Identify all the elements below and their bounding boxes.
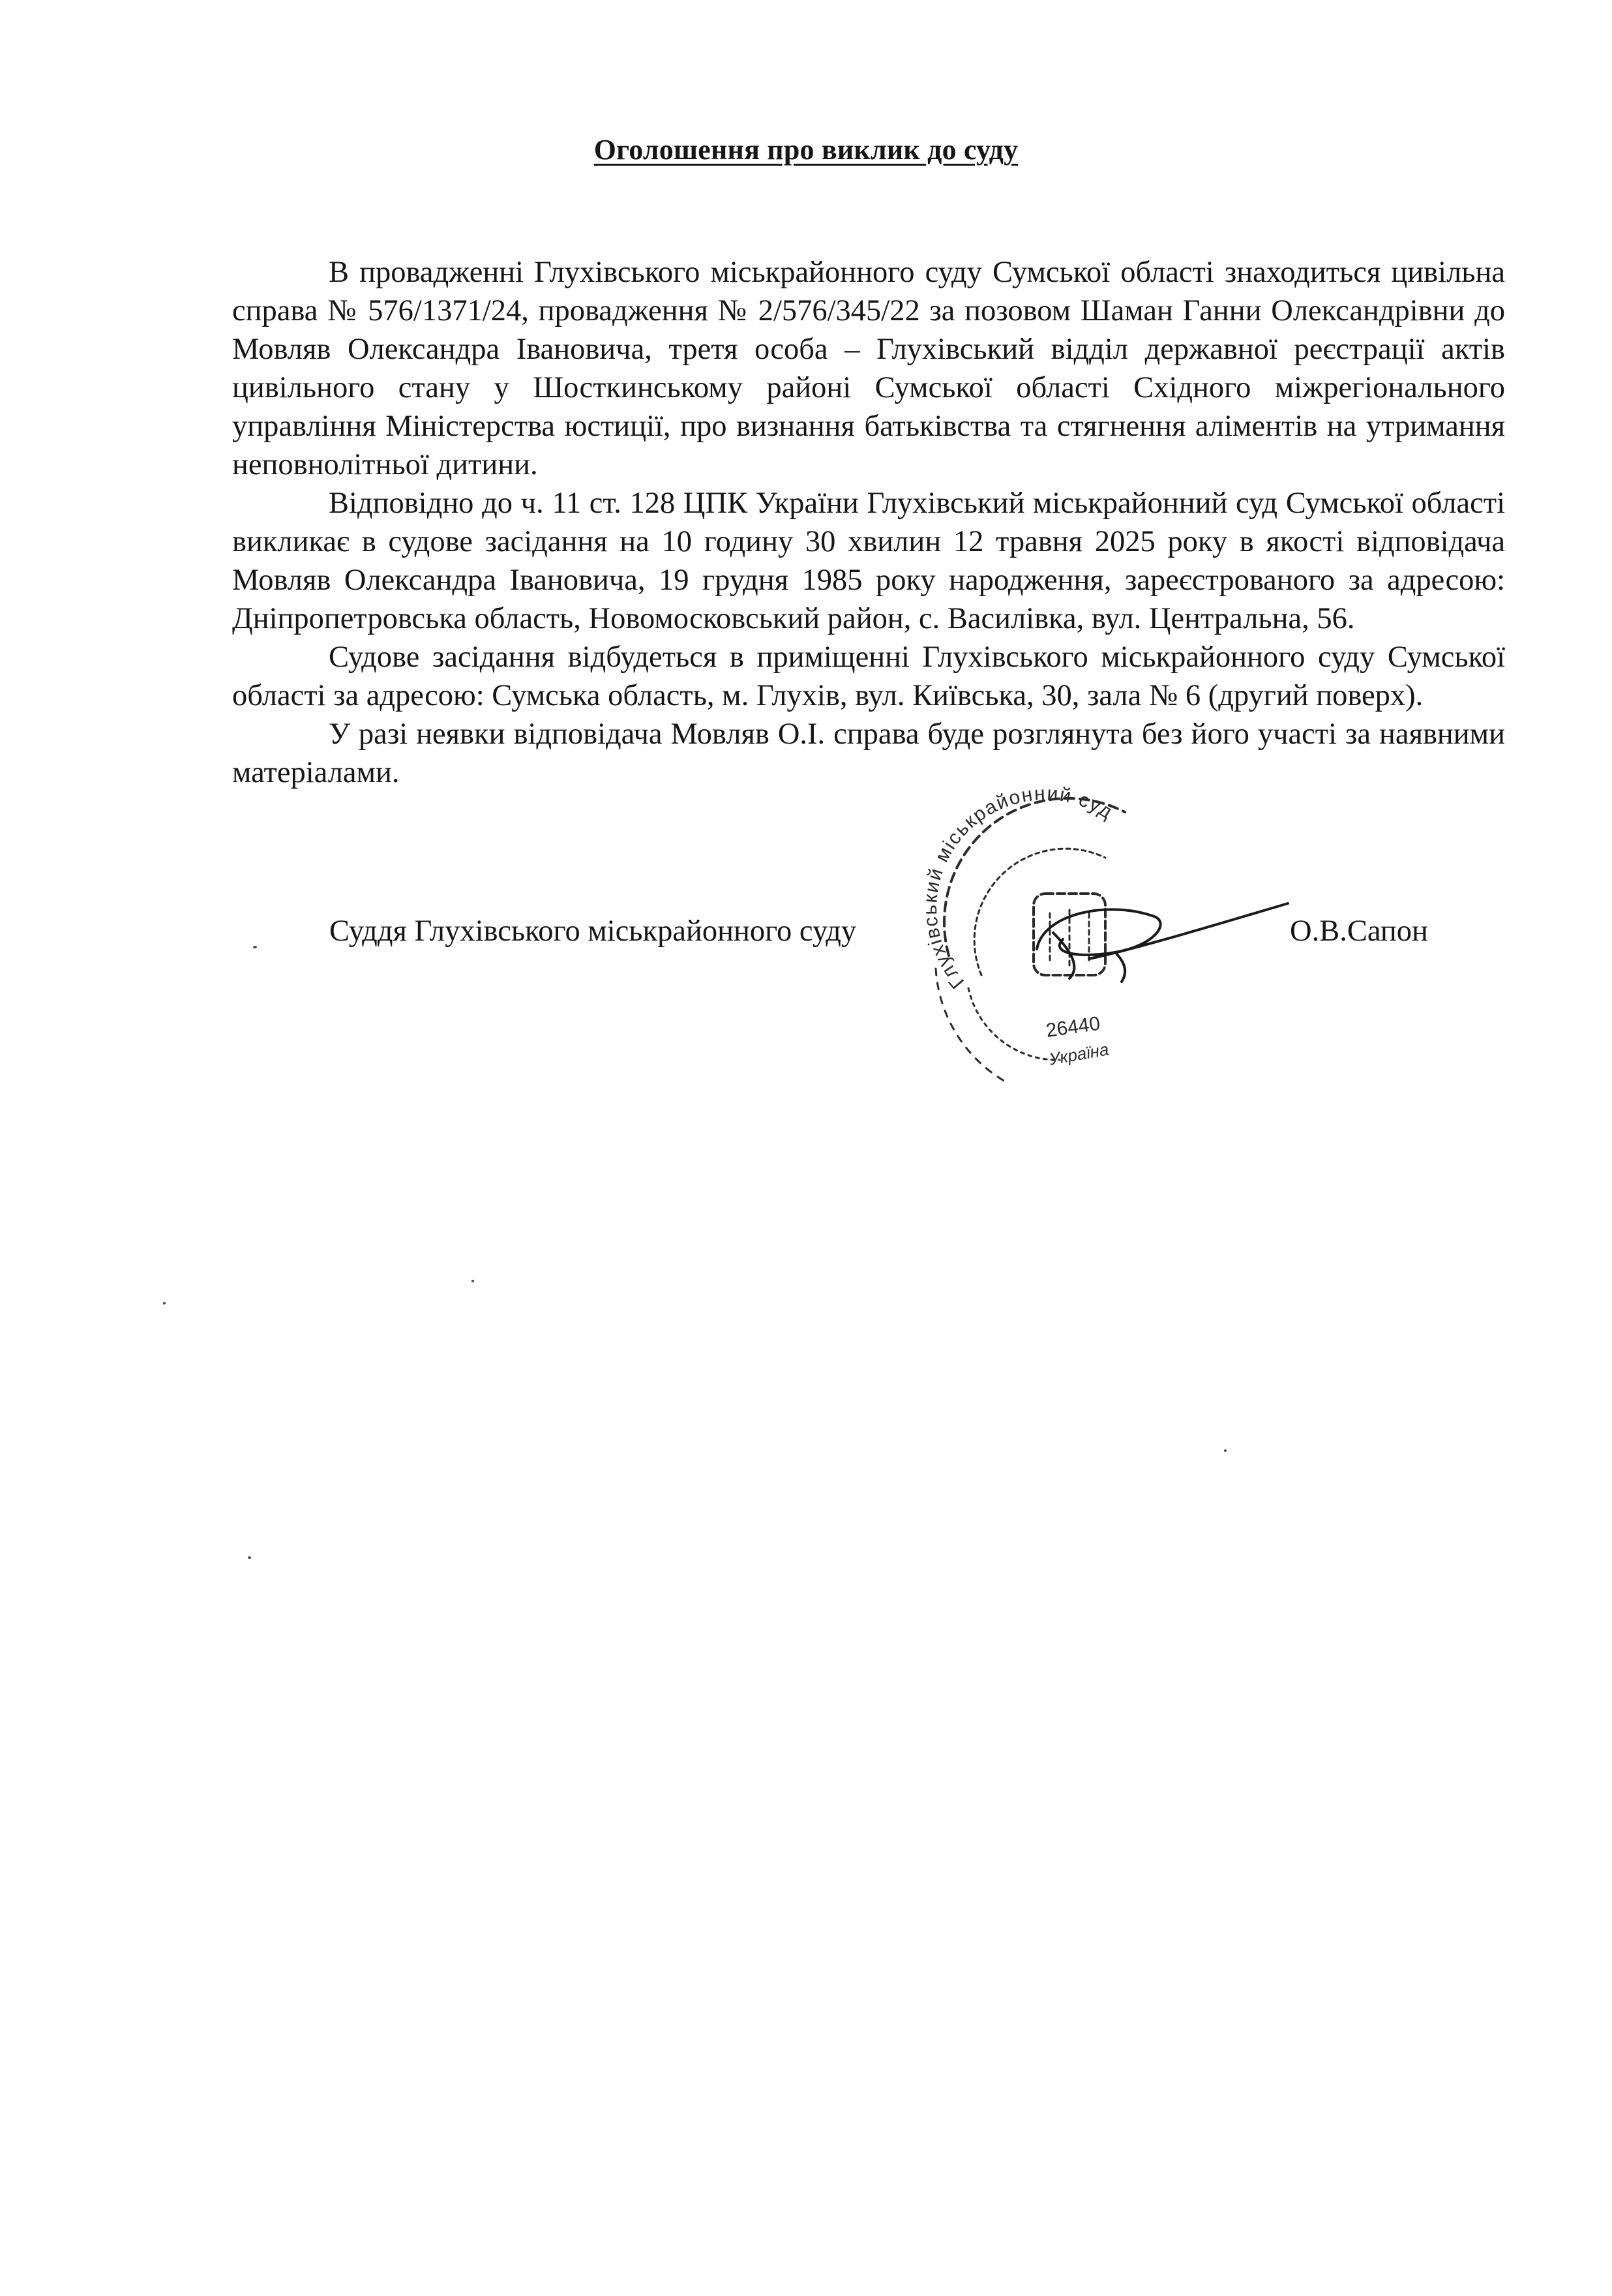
judge-position: Суддя Глухівського міськрайонного суду — [329, 914, 857, 948]
document-title: Оголошення про виклик до суду — [593, 134, 1019, 166]
stamp-code: 26440 — [1044, 1012, 1102, 1042]
scan-speck — [248, 1556, 251, 1559]
paragraph-case-info: В провадженні Глухівського міськрайонного суду Сумської області знаходиться цивільна справа № 576/1371/24, провадження № 2/576/345/22 за позовом Шаман Ганни Олександрівни до Мовляв Олександра Івановича, третя особа – Глухівський відділ державної реєстрації актів цивільного стану у Шосткинському районі Сумської області Східного міжрегіонального управління Міністерства юстиції, про визнання батьківства та стягнення аліментів на утримання неповнолітньої дитини. — [232, 256, 1505, 481]
scan-speck — [253, 946, 257, 948]
scan-speck — [163, 1302, 166, 1305]
paragraph-hearing-location: Судове засідання відбудеться в приміщенні Глухівського міськрайонного суду Сумської області за адресою: Сумська область, м. Глухів, вул. Київська, 30, зала № 6 (другий поверх). — [232, 641, 1505, 712]
document-body — [232, 253, 1505, 792]
signature-icon — [1030, 887, 1291, 1004]
stamp-country: Україна — [1047, 1039, 1111, 1069]
paragraph-summons: Відповідно до ч. 11 ст. 128 ЦПК України Глухівський міськрайонний суд Сумської області викликає в судове засідання на 10 годину 30 хвилин 12 травня 2025 року в якості відповідача Мовляв Олександра Івановича, 19 грудня 1985 року народження, зареєстрованого за адресою: Дніпропетровська область, Новомосковський район, с. Василівка, вул. Центральна, 56. — [232, 487, 1505, 635]
scan-speck — [471, 1280, 474, 1282]
paragraph-absence-notice: У разі неявки відповідача Мовляв О.І. справа буде розглянута без його участі за наявними матеріалами. — [232, 718, 1505, 789]
scan-speck — [1224, 1449, 1227, 1452]
judge-name: О.В.Сапон — [1290, 914, 1428, 948]
stamp-ring-text: Глухівський міськрайонний суд — [919, 783, 1117, 993]
